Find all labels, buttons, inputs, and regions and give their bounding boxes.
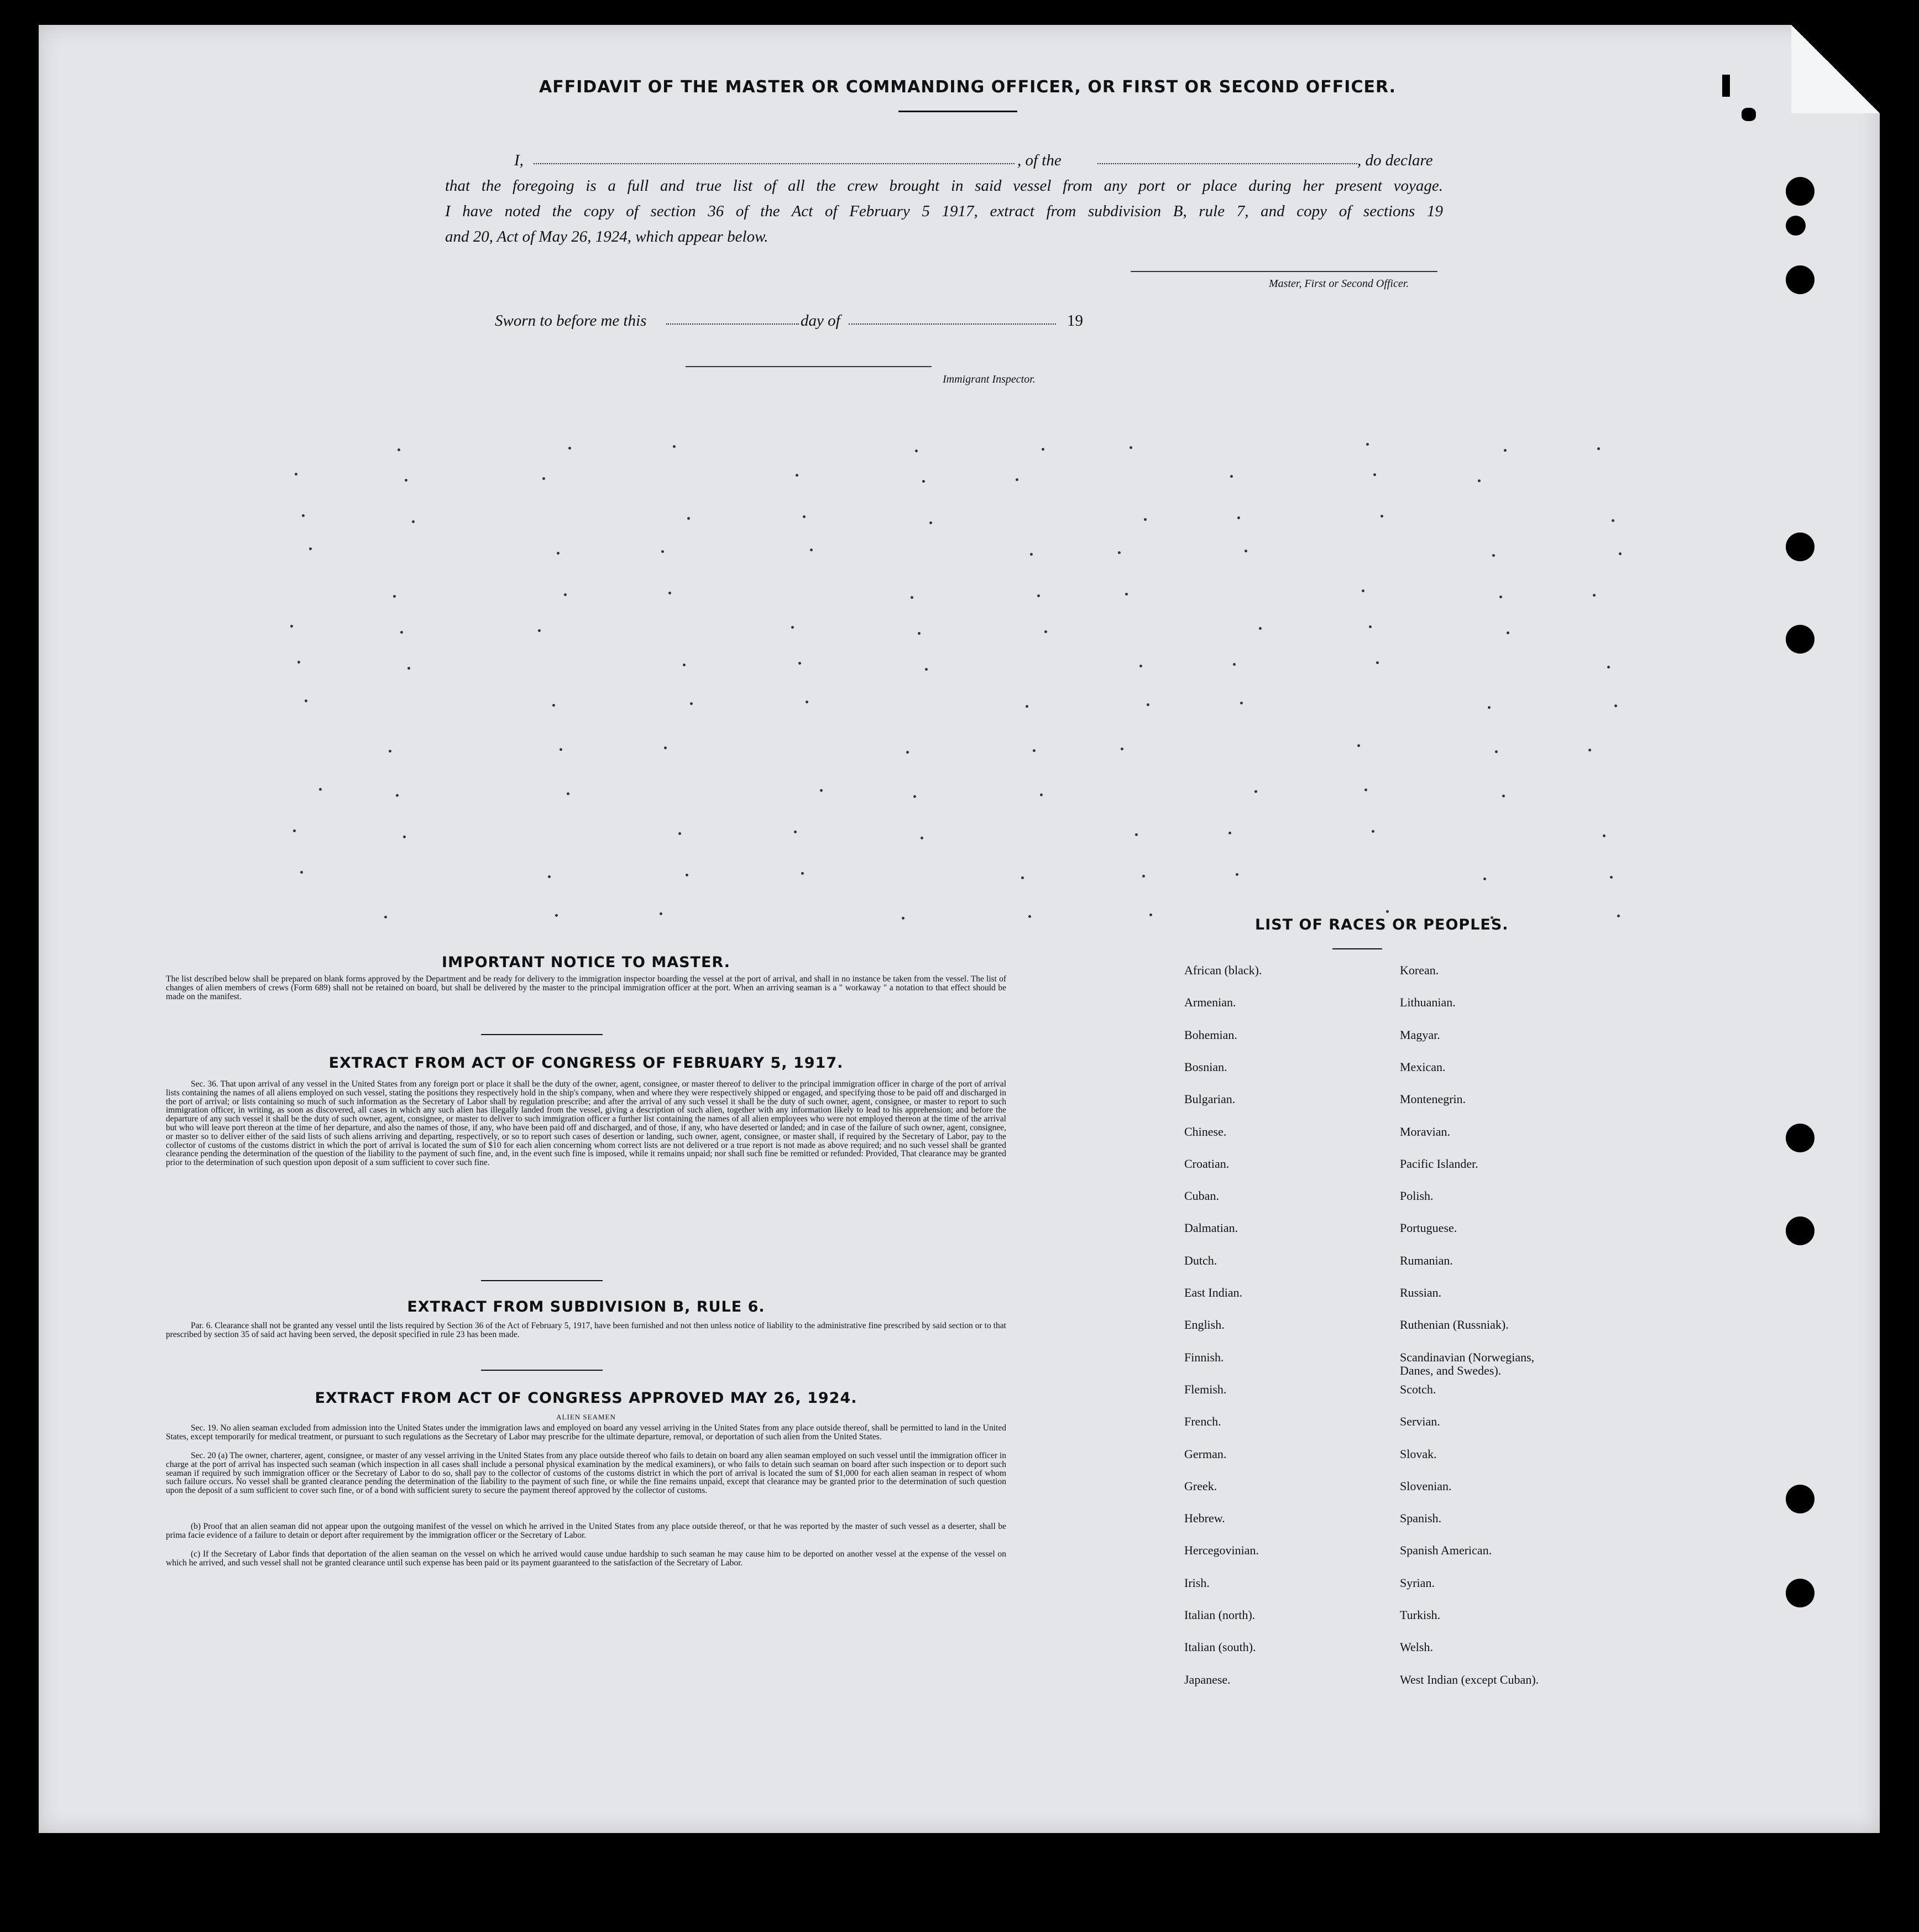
race-item: Finnish.	[1184, 1350, 1224, 1364]
race-item: Korean.	[1400, 963, 1439, 977]
paper-speck	[319, 788, 322, 791]
paper-speck	[1478, 479, 1481, 482]
sworn-start: Sworn to before me this	[495, 312, 647, 330]
paper-speck	[548, 875, 551, 878]
punch-hole	[1786, 1579, 1815, 1607]
race-item: Flemish.	[1184, 1382, 1227, 1396]
paper-speck	[564, 593, 567, 596]
race-item: Hercegovinian.	[1184, 1543, 1259, 1558]
race-item: Bohemian.	[1184, 1027, 1237, 1042]
paper-speck	[1369, 625, 1372, 628]
punch-hole	[1786, 177, 1815, 206]
race-item: Armenian.	[1184, 995, 1236, 1010]
race-item: English.	[1184, 1318, 1225, 1332]
paper-speck	[1483, 878, 1486, 880]
race-item: Hebrew.	[1184, 1511, 1225, 1526]
inspector-caption: Immigrant Inspector.	[943, 373, 1036, 385]
declaration-line3: I have noted the copy of section 36 of the Act of February 5 1917, extract from subdivision B, rule 7, and copy of sections 19	[445, 202, 1443, 220]
sworn-day-blank[interactable]	[666, 323, 799, 325]
race-item: Rumanian.	[1400, 1253, 1453, 1267]
paper-speck	[683, 664, 686, 666]
paper-speck	[396, 794, 399, 797]
paper-speck	[542, 477, 545, 480]
paper-speck	[293, 829, 296, 832]
paper-speck	[1016, 478, 1018, 481]
paper-speck	[1488, 706, 1491, 709]
paper-speck	[929, 521, 932, 524]
paper-speck	[915, 450, 918, 452]
paper-speck	[911, 596, 913, 599]
paper-speck	[925, 668, 928, 671]
paper-speck	[1230, 475, 1233, 478]
declaration-line1-end: , do declare	[1357, 152, 1433, 169]
vessel-blank[interactable]	[1097, 163, 1357, 164]
extract-1917-title: EXTRACT FROM ACT OF CONGRESS OF FEBRUARY 5, 1917.	[328, 1054, 844, 1072]
punch-hole	[1786, 216, 1806, 236]
paper-speck	[1245, 550, 1247, 552]
sec20a-text: Sec. 20 (a) The owner, charterer, agent, consignee, or master of any vessel arriving in the United States from any place outside thereof who fails to detain on board any alien seaman employed on such vessel until the immigration officer in charge at the port of arrival has inspected such seaman (which inspection in all cases shall include a personal physical examination by the medical examiners), or who fails to detain such seaman on board after such inspection or to deport such seaman if required by such immigration officer or the Secretary of Labor to do so, shall pay to the collector of customs of the customs district in which the port of arrival is located the sum of $1,000 for each alien seaman in respect of whom such failure occurs. No vessel shall be granted clearance pending the determination of the liability to the payment of such fine, or while the fine remains unpaid, except that clearance may be granted prior to the determination of such question upon the deposit of a sum sufficient to cover such fine, or of a bond with sufficient surety to secure the payment thereof approved by the collector of customs.	[166, 1451, 1006, 1496]
paper-speck	[906, 751, 909, 754]
declaration-line4: and 20, Act of May 26, 1924, which appear below.	[445, 228, 768, 246]
paper-speck	[398, 448, 400, 451]
paper-speck	[1502, 795, 1505, 797]
paper-speck	[1495, 750, 1498, 753]
paper-speck	[1612, 519, 1614, 522]
race-item: Chinese.	[1184, 1124, 1227, 1139]
officer-signature-caption: Master, First or Second Officer.	[1269, 278, 1409, 290]
paper-speck	[1233, 663, 1236, 666]
ink-mark	[1722, 75, 1730, 97]
race-item: German.	[1184, 1447, 1227, 1461]
paper-speck	[302, 514, 305, 517]
paper-speck	[1492, 554, 1495, 557]
paper-speck	[400, 631, 403, 634]
extract-1917-text: Sec. 36. That upon arrival of any vessel in the United States from any foreign port or place it shall be the duty of the owner, agent, consignee, or master thereof to deliver to the principal immigration officer in charge of the port of arrival lists containing the names of all aliens employed on such vessel, stating the positions they respectively hold in the ship's company, when and where they were respectively shipped or engaged, and specifying those to be paid off and discharged in the port of arrival; or lists containing so much of such information as the Secretary of Labor shall by regulation prescribe; and after the arrival of any such vessel it shall be the duty of such owner, agent, consignee, or master to report to such immigration officer, in writing, as soon as discovered, all cases in which any such alien has illegally landed from the vessel, giving a description of such alien, together with any information likely to lead to his apprehension; and before the departure of any such vessel it shall be the duty of such owner, agent, consignee, or master to deliver to such immigration officer a further list containing the names of all alien employees who were not employed thereon at the time of the arrival but who will leave port thereon at the time of her departure, and also the names of those, if any, who have been paid off and discharged, and of those, if any, who have deserted or landed; and in case of the failure of such owner, agent, consignee, or master so to deliver either of the said lists of such aliens arriving and departing, respectively, or so to report such cases of desertion or landing, such owner, agent, consignee, or master shall, if required by the Secretary of Labor, pay to the collector of customs of the customs district in which the port of arrival is located the sum of $10 for each alien concerning whom correct lists are not delivered or a true report is not made as above required; and no such vessel shall be granted clearance pending the determination of the question of the liability to the payment of such fine, and, in the event such fine is imposed, while it remains unpaid; nor shall such fine be remitted or refunded: Provided, That clearance may be granted prior to the determination of such question upon deposit of a sum sufficient to cover such fine.	[166, 1079, 1006, 1168]
paper-speck	[1372, 830, 1374, 833]
race-item: Portuguese.	[1400, 1221, 1457, 1235]
race-item: Russian.	[1400, 1286, 1442, 1299]
paper-speck	[686, 874, 688, 876]
sworn-month-blank[interactable]	[849, 323, 1056, 325]
race-item: Irish.	[1184, 1575, 1210, 1590]
paper-speck	[668, 592, 671, 594]
notice-title: IMPORTANT NOTICE TO MASTER.	[442, 954, 730, 971]
paper-speck	[407, 667, 410, 670]
declaration-line1-start: I,	[514, 152, 524, 169]
document-sheet	[39, 25, 1880, 1833]
race-item: Italian (south).	[1184, 1640, 1256, 1654]
paper-speck	[1603, 834, 1606, 837]
race-item: Dalmatian.	[1184, 1221, 1238, 1235]
paper-speck	[555, 914, 558, 917]
ink-mark	[1742, 108, 1756, 121]
notice-text: The list described below shall be prepared on blank forms approved by the Department and be ready for delivery to the immigration inspector boarding the vessel at the port of arrival, and shall in no instance be taken from the vessel. The list of changes of alien members of crews (Form 689) shall not be retained on board, but shall be delivered by the master to the principal immigration officer at the port. When an arriving seaman is a " workaway " a notation to that effect should be made on the manifest.	[166, 974, 1006, 1001]
section-rule	[481, 1034, 603, 1035]
extract-1924-title: EXTRACT FROM ACT OF CONGRESS APPROVED MAY 26, 1924.	[315, 1390, 857, 1407]
alien-seamen-subtitle: ALIEN SEAMEN	[556, 1413, 616, 1421]
paper-speck	[1357, 744, 1360, 747]
race-item: African (black).	[1184, 963, 1262, 977]
paper-speck	[1499, 596, 1502, 598]
punch-hole	[1786, 265, 1815, 294]
section-rule	[481, 1280, 603, 1281]
paper-speck	[1588, 749, 1591, 751]
paper-speck	[1237, 516, 1240, 519]
sec20c-text: (c) If the Secretary of Labor finds that deportation of the alien seaman on the vessel on which he arrived would cause undue hardship to such seaman he may cause him to be deported on another vessel at the expense of the vessel on which he arrived, and such vessel shall not be granted clearance until such expense has been paid or its payment guaranteed to the satisfaction of the Secretary of Labor.	[166, 1549, 1006, 1568]
paper-speck	[1614, 704, 1617, 707]
race-item: Greek.	[1184, 1479, 1217, 1493]
paper-speck	[1026, 705, 1028, 708]
paper-speck	[690, 702, 693, 705]
paper-speck	[1254, 790, 1257, 793]
rule6-text: Par. 6. Clearance shall not be granted any vessel until the lists required by Section 36 of the Act of February 5, 1917, have been furnished and not then unless notice of liability to the administrative fine prescribed by said section or to that prescribed by section 35 of said act having been served, the deposit specified in rule 23 has been made.	[166, 1321, 1006, 1339]
paper-speck	[1147, 703, 1149, 706]
race-item: Slovak.	[1400, 1447, 1437, 1461]
paper-speck	[295, 473, 297, 476]
paper-speck	[791, 626, 794, 629]
paper-speck	[918, 632, 921, 635]
race-item: Scotch.	[1400, 1382, 1436, 1396]
paper-speck	[794, 831, 797, 833]
sec20b-text: (b) Proof that an alien seaman did not appear upon the outgoing manifest of the vessel on which he arrived in the United States from any place outside thereof, or that he was reported by the master of such vessel as a deserter, shall be prima facie evidence of a failure to detain or deport after requirement by the immigration officer or the Secretary of Labor.	[166, 1522, 1006, 1540]
paper-speck	[678, 832, 681, 835]
section-rule	[481, 1370, 603, 1371]
paper-speck	[913, 795, 916, 798]
paper-speck	[1593, 594, 1596, 597]
paper-speck	[1619, 552, 1622, 555]
paper-speck	[1610, 876, 1613, 879]
paper-speck	[1037, 594, 1040, 597]
paper-speck	[1139, 665, 1142, 667]
race-item: Spanish American.	[1400, 1543, 1492, 1558]
folded-corner	[1791, 25, 1880, 113]
race-item: Croatian.	[1184, 1156, 1230, 1171]
paper-speck	[1240, 702, 1243, 704]
paper-speck	[557, 552, 560, 555]
paper-speck	[1607, 666, 1610, 669]
paper-speck	[1381, 515, 1383, 518]
paper-speck	[305, 699, 307, 702]
paper-speck	[796, 474, 798, 477]
paper-speck	[1362, 589, 1364, 592]
paper-speck	[921, 837, 923, 839]
paper-speck	[1021, 876, 1024, 879]
race-item: Dutch.	[1184, 1253, 1217, 1267]
race-item: Servian.	[1400, 1414, 1440, 1429]
paper-speck	[660, 912, 662, 915]
paper-speck	[1135, 833, 1138, 836]
race-item: Italian (north).	[1184, 1608, 1256, 1622]
title-rule	[898, 111, 1017, 112]
paper-speck	[673, 445, 676, 448]
paper-speck	[1597, 447, 1600, 450]
paper-speck	[309, 547, 312, 550]
paper-speck	[552, 704, 555, 707]
sworn-year: 19	[1067, 312, 1083, 330]
inspector-signature-line[interactable]	[686, 366, 932, 367]
paper-speck	[1044, 630, 1047, 633]
race-item: Moravian.	[1400, 1124, 1451, 1139]
race-item: Welsh.	[1400, 1640, 1433, 1654]
affidavit-title: AFFIDAVIT OF THE MASTER OR COMMANDING OFFICER, OR FIRST OR SECOND OFFICER.	[538, 77, 1397, 97]
paper-speck	[1366, 443, 1369, 446]
paper-speck	[1030, 553, 1033, 556]
paper-speck	[902, 917, 904, 920]
declaration-line1-mid: , of the	[1017, 152, 1062, 169]
race-item: Polish.	[1400, 1189, 1434, 1203]
paper-speck	[922, 480, 925, 483]
paper-speck	[1373, 473, 1376, 476]
paper-speck	[297, 661, 300, 664]
punch-hole	[1786, 1124, 1815, 1152]
paper-speck	[1033, 749, 1036, 752]
race-item: Bulgarian.	[1184, 1092, 1236, 1106]
paper-speck	[1236, 873, 1238, 876]
paper-speck	[300, 871, 303, 874]
race-item: Turkish.	[1400, 1608, 1441, 1622]
paper-speck	[803, 515, 806, 518]
paper-speck	[810, 549, 813, 551]
paper-speck	[405, 479, 407, 482]
paper-speck	[1142, 875, 1145, 878]
punch-hole	[1786, 1485, 1815, 1513]
paper-speck	[801, 872, 804, 875]
paper-speck	[538, 629, 541, 632]
paper-speck	[1504, 449, 1507, 452]
paper-speck	[1040, 793, 1043, 796]
paper-speck	[1376, 661, 1379, 664]
paper-speck	[1121, 748, 1123, 750]
paper-speck	[393, 595, 396, 598]
race-item: Slovenian.	[1400, 1479, 1452, 1493]
paper-speck	[384, 916, 387, 918]
name-blank[interactable]	[534, 163, 1015, 164]
race-item: Spanish.	[1400, 1511, 1442, 1526]
race-item: Syrian.	[1400, 1575, 1435, 1590]
paper-speck	[567, 792, 569, 795]
paper-speck	[560, 748, 562, 751]
paper-speck	[1042, 448, 1044, 451]
race-item: Scandinavian (Norwegians, Danes, and Swedes).	[1400, 1350, 1535, 1377]
paper-speck	[1028, 915, 1031, 918]
race-item: Cuban.	[1184, 1189, 1219, 1203]
paper-speck	[1118, 551, 1121, 554]
paper-speck	[687, 517, 690, 520]
paper-speck	[1144, 518, 1147, 521]
punch-hole	[1786, 532, 1815, 561]
race-item: East Indian.	[1184, 1286, 1243, 1299]
races-title-rule	[1332, 948, 1382, 949]
race-item: Pacific Islander.	[1400, 1156, 1478, 1171]
officer-signature-line[interactable]	[1131, 271, 1437, 272]
race-item: Japanese.	[1184, 1672, 1231, 1686]
declaration-line2: that the foregoing is a full and true list of all the crew brought in said vessel from any port or place during her present voyage.	[445, 177, 1443, 195]
paper-speck	[412, 520, 415, 523]
paper-speck	[403, 836, 406, 838]
paper-speck	[389, 750, 391, 753]
race-item: Magyar.	[1400, 1027, 1440, 1042]
race-item: Montenegrin.	[1400, 1092, 1466, 1106]
race-item: French.	[1184, 1414, 1221, 1429]
sworn-mid: day of	[801, 312, 840, 330]
punch-hole	[1786, 1216, 1815, 1245]
paper-speck	[1259, 627, 1262, 630]
paper-speck	[1125, 593, 1128, 596]
paper-speck	[1130, 446, 1132, 449]
race-item: Mexican.	[1400, 1059, 1446, 1074]
paper-speck	[1149, 913, 1152, 916]
paper-speck	[820, 789, 823, 792]
rule6-title: EXTRACT FROM SUBDIVISION B, RULE 6.	[407, 1298, 765, 1315]
paper-speck	[798, 662, 801, 665]
paper-speck	[1228, 832, 1231, 834]
sec19-text: Sec. 19. No alien seaman excluded from admission into the United States under the immigration laws and employed on board any vessel arriving in the United States from any place outside thereof, shall be permitted to land in the United States, except temporarily for medical treatment, or pursuant to such regulations as the Secretary of Labor may prescribe for the ultimate departure, removal, or deportation of such alien from the United States.	[166, 1423, 1006, 1442]
paper-speck	[1507, 631, 1509, 634]
race-item: Lithuanian.	[1400, 995, 1456, 1010]
race-item: Ruthenian (Russniak).	[1400, 1318, 1509, 1332]
paper-speck	[568, 447, 571, 450]
paper-speck	[1617, 915, 1620, 917]
punch-hole	[1786, 625, 1815, 654]
paper-speck	[806, 701, 808, 703]
paper-speck	[661, 550, 664, 553]
races-title: LIST OF RACES OR PEOPLES.	[1255, 916, 1509, 933]
paper-speck	[290, 625, 293, 628]
paper-speck	[1386, 910, 1389, 913]
paper-speck	[1364, 789, 1367, 791]
race-item: Bosnian.	[1184, 1059, 1227, 1074]
paper-speck	[664, 746, 667, 749]
race-item: West Indian (except Cuban).	[1400, 1672, 1539, 1686]
